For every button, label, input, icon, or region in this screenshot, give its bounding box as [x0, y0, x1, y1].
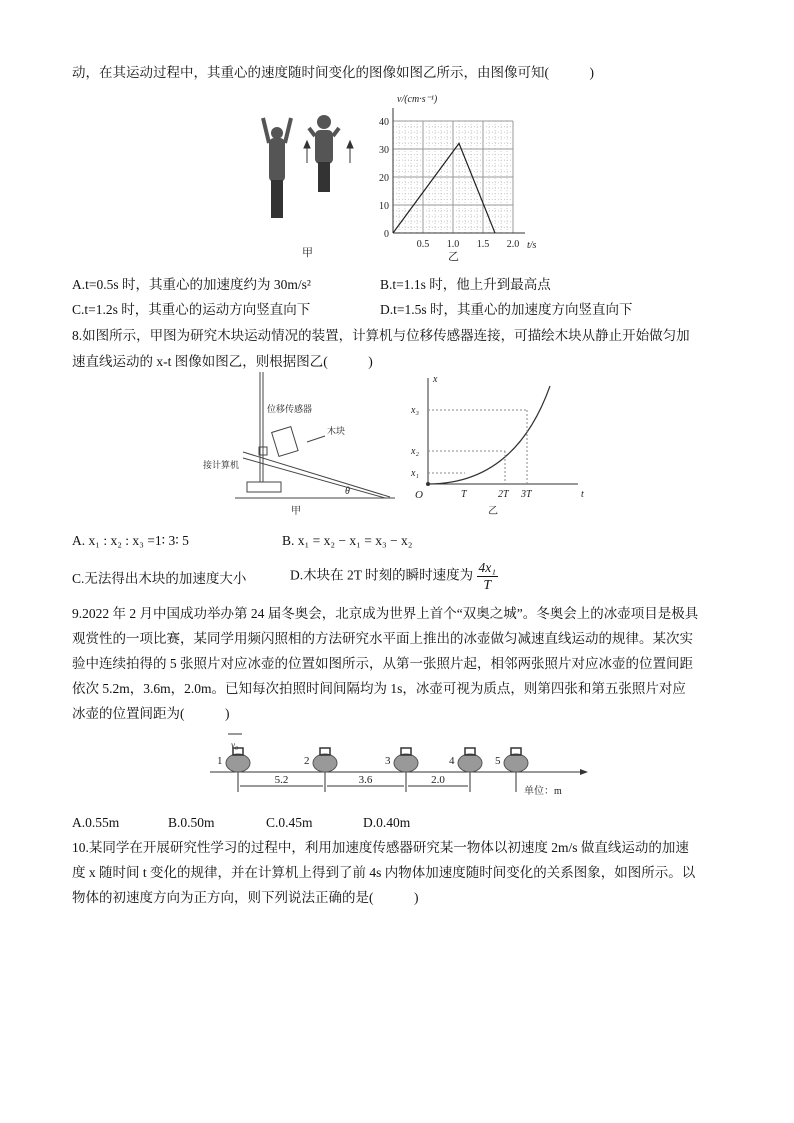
t-tick: 2T — [498, 489, 509, 500]
q8-option-a: A. x₁ : x₂ : x₃ =1∶ 3∶ 5 — [72, 533, 189, 548]
incline-apparatus — [235, 372, 395, 498]
y-tick-label: 40 — [379, 117, 389, 128]
x-tick-label: 1.0 — [446, 239, 460, 250]
x-tick: x₂ — [411, 446, 419, 457]
stone-number: 2 — [304, 755, 310, 767]
computer-label: 接计算机 — [203, 460, 240, 470]
q8-option-d-text: D.木块在 2T 时刻的瞬时速度为 — [290, 567, 474, 583]
arrow-head-icon — [580, 769, 588, 775]
q7-option-d: D.t=1.5s 时，其重心的加速度方向竖直向下 — [380, 302, 633, 317]
origin-label: O — [415, 489, 423, 501]
fraction — [477, 560, 498, 593]
distance-label: 5.2 — [274, 774, 289, 786]
angle-label: θ — [345, 486, 350, 497]
denominator: T — [483, 577, 491, 592]
x-tick-label: 2.0 — [506, 239, 520, 250]
y-tick-label: 10 — [379, 201, 389, 212]
sensor-label: 位移传感器 — [267, 404, 313, 414]
x-tick-label: 1.5 — [476, 239, 490, 250]
curling-stone-icon — [226, 754, 250, 772]
unit-label: 单位：m — [524, 786, 562, 797]
q8-option-c: C.无法得出木块的加速度大小 — [72, 571, 247, 586]
q8-stem-line1: 8.如图所示，甲图为研究木块运动情况的装置，计算机与位移传感器连接，可描绘木块从静止开始做匀加 — [72, 328, 690, 343]
x-axis-title: x — [433, 374, 438, 385]
q7-stem: 动，在其运动过程中，其重心的速度随时间变化的图像如图乙所示，由图像可知( ) — [72, 65, 594, 80]
caption-yi: 乙 — [488, 506, 498, 517]
q7-option-c: C.t=1.2s 时，其重心的运动方向竖直向下 — [72, 302, 311, 317]
stone-number: 1 — [217, 755, 223, 767]
q9-option-a: A.0.55m — [72, 815, 120, 830]
x-tick: x₃ — [411, 405, 419, 416]
athlete-illustration — [263, 115, 339, 218]
xt-axes — [428, 378, 578, 484]
origin-dot — [426, 482, 430, 486]
q9-stem-line: 依次 5.2m，3.6m，2.0m。已知每次拍照时间间隔均为 1s，冰壶可视为质点，则第四张和第五张照片对应 — [72, 681, 686, 696]
y-tick-label: 0 — [384, 229, 389, 240]
x-tick-label: 0.5 — [416, 239, 430, 250]
numerator: 4x₁ — [478, 560, 496, 575]
q8-figure — [195, 372, 595, 517]
distance-label: 2.0 — [431, 774, 445, 786]
t-axis-title: t — [581, 489, 584, 500]
stone-number: 4 — [449, 755, 455, 767]
q8-option-b: B. x₁ = x₂ − x₁ = x₃ − x₂ — [282, 533, 413, 548]
q8-stem-line2: 速直线运动的 x-t 图像如图乙，则根据图乙( ) — [72, 354, 373, 369]
curling-stone-icon — [394, 754, 418, 772]
stone-number: 3 — [385, 755, 391, 767]
curling-stone-icon — [458, 754, 482, 772]
caption-jia: 甲 — [291, 506, 301, 517]
q8-option-d — [290, 560, 498, 593]
y-tick-label: 20 — [379, 173, 389, 184]
q9-figure — [200, 726, 600, 806]
q7-figure — [255, 88, 555, 263]
t-tick: T — [461, 489, 467, 500]
vt-chart — [379, 108, 525, 250]
q9-option-d: D.0.40m — [363, 815, 411, 830]
x-axis-label: t/s — [527, 240, 537, 251]
q9-stem-line: 冰壶的位置间距为( ) — [72, 706, 230, 721]
xt-curve — [428, 386, 550, 484]
caption-yi: 乙 — [448, 251, 459, 263]
q10-stem-line: 10.某同学在开展研究性学习的过程中，利用加速度传感器研究某一物体以初速度 2m/s 做直线运动的加速 — [72, 840, 689, 855]
q10-stem-line: 度 x 随时间 t 变化的规律，并在计算机上得到了前 4s 内物体加速度随时间变化的关系图象，如图所示。以 — [72, 865, 696, 880]
y-tick-label: 30 — [379, 145, 389, 156]
stone-number: 5 — [495, 755, 501, 767]
x-tick: x₁ — [411, 468, 419, 479]
q9-stem-line: 观赏性的一项比赛，某同学用频闪照相的方法研究水平面上推出的冰壶做匀减速直线运动的规律。某次实 — [72, 631, 693, 646]
y-axis-label: v/(cm·s⁻¹) — [397, 94, 438, 105]
caption-jia: 甲 — [302, 247, 313, 259]
t-tick: 3T — [521, 489, 532, 500]
q7-option-b: B.t=1.1s 时，他上升到最高点 — [380, 277, 551, 292]
q7-option-a: A.t=0.5s 时，其重心的加速度约为 30m/s² — [72, 277, 311, 292]
v0-label: v₀ — [231, 740, 239, 750]
q9-stem-line: 验中连续拍得的 5 张照片对应冰壶的位置如图所示，从第一张照片起，相邻两张照片对应冰壶的位置间距 — [72, 656, 693, 671]
curling-stone-icon — [313, 754, 337, 772]
q9-option-c: C.0.45m — [266, 815, 313, 830]
q9-option-b: B.0.50m — [168, 815, 215, 830]
block-label: 木块 — [327, 426, 346, 436]
curling-stone-icon — [504, 754, 528, 772]
q9-stem-line: 9.2022 年 2 月中国成功举办第 24 届冬奥会，北京成为世界上首个“双奥之城”。冬奥会上的冰壶项目是极具 — [72, 606, 699, 621]
distance-label: 3.6 — [358, 774, 373, 786]
q10-stem-line: 物体的初速度方向为正方向，则下列说法正确的是( ) — [72, 890, 419, 905]
